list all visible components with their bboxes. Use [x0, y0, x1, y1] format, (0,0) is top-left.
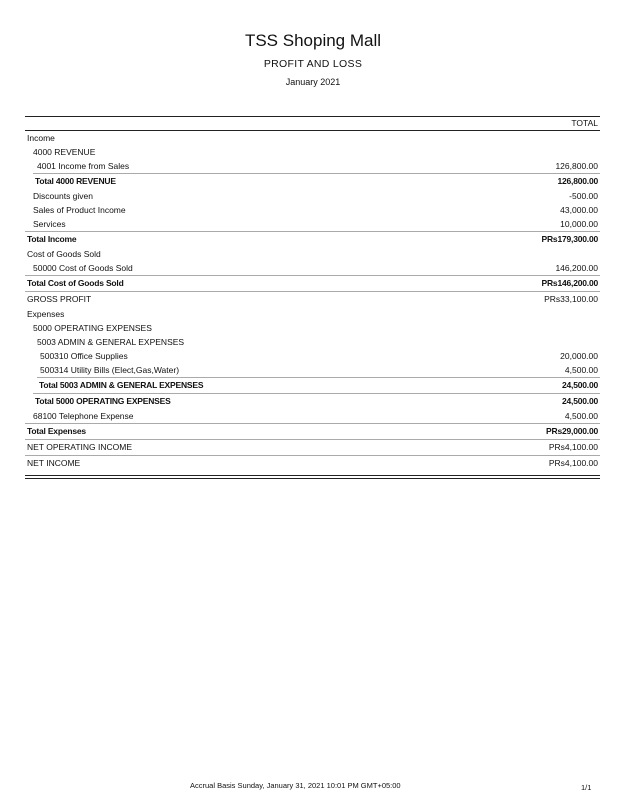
table-row	[25, 159, 600, 173]
row-value: PRs4,100.00	[548, 442, 598, 452]
table-row	[25, 189, 600, 203]
table-row	[25, 335, 600, 349]
row-value: PRs146,200.00	[541, 278, 598, 288]
table-row	[25, 409, 600, 423]
row-value: 126,800.00	[555, 161, 598, 171]
row-label: 68100 Telephone Expense	[33, 411, 134, 421]
table-row	[25, 321, 600, 335]
table-row	[25, 349, 600, 363]
row-label: 5000 OPERATING EXPENSES	[33, 323, 152, 333]
total-row	[25, 275, 600, 291]
row-value: -500.00	[569, 191, 598, 201]
row-label: 50000 Cost of Goods Sold	[33, 263, 133, 273]
row-label: 4000 REVENUE	[33, 147, 96, 157]
report-period: January 2021	[285, 77, 341, 87]
row-label: Expenses	[27, 309, 65, 319]
table-row	[25, 363, 600, 377]
row-label: Discounts given	[33, 191, 94, 201]
row-label: NET OPERATING INCOME	[27, 442, 133, 452]
total-row	[25, 423, 600, 439]
total-row	[33, 393, 600, 409]
row-value: 126,800.00	[557, 176, 598, 186]
table-row	[25, 307, 600, 321]
row-value: 24,500.00	[561, 380, 598, 390]
row-value: 4,500.00	[564, 365, 598, 375]
row-value: 20,000.00	[560, 351, 598, 361]
row-label: Total 5003 ADMIN & GENERAL EXPENSES	[39, 380, 204, 390]
row-label: 500314 Utility Bills (Elect,Gas,Water)	[40, 365, 180, 375]
row-label: Total Expenses	[27, 426, 86, 436]
double-rule	[25, 475, 600, 479]
row-value: PRs4,100.00	[548, 458, 598, 468]
pl-table	[25, 116, 600, 479]
table-row	[25, 203, 600, 217]
report-title: PROFIT AND LOSS	[263, 58, 363, 70]
table-row	[25, 145, 600, 159]
row-label: 4001 Income from Sales	[37, 161, 130, 171]
row-value: PRs33,100.00	[544, 294, 598, 304]
total-row	[25, 231, 600, 247]
page-number: 1/1	[581, 783, 592, 792]
table-row	[25, 131, 600, 145]
row-label: Cost of Goods Sold	[27, 249, 101, 259]
row-label: 500310 Office Supplies	[40, 351, 128, 361]
row-label: Sales of Product Income	[33, 205, 126, 215]
row-value: 4,500.00	[564, 411, 598, 421]
company-name: TSS Shoping Mall	[244, 31, 382, 50]
table-row	[25, 247, 600, 261]
total-row	[25, 455, 600, 471]
table-row	[25, 261, 600, 275]
row-label: Total Income	[27, 234, 77, 244]
row-value: 24,500.00	[561, 396, 598, 406]
total-row	[37, 377, 600, 393]
row-value: PRs29,000.00	[546, 426, 598, 436]
row-label: Total Cost of Goods Sold	[27, 278, 124, 288]
column-header-total: TOTAL	[25, 117, 600, 131]
total-row	[33, 173, 600, 189]
footer-basis: Accrual Basis Sunday, January 31, 2021 10:01 PM GMT+05:00	[190, 781, 401, 790]
row-label: Total 4000 REVENUE	[35, 176, 116, 186]
total-row	[25, 439, 600, 455]
row-label: NET INCOME	[27, 458, 81, 468]
total-row	[25, 291, 600, 307]
row-label: 5003 ADMIN & GENERAL EXPENSES	[37, 337, 185, 347]
row-label: Income	[27, 133, 55, 143]
row-value: 10,000.00	[560, 219, 598, 229]
row-value: 146,200.00	[555, 263, 598, 273]
row-label: Services	[33, 219, 66, 229]
table-row	[25, 217, 600, 231]
row-label: Total 5000 OPERATING EXPENSES	[35, 396, 171, 406]
row-value: 43,000.00	[560, 205, 598, 215]
row-label: GROSS PROFIT	[27, 294, 92, 304]
row-value: PRs179,300.00	[541, 234, 598, 244]
